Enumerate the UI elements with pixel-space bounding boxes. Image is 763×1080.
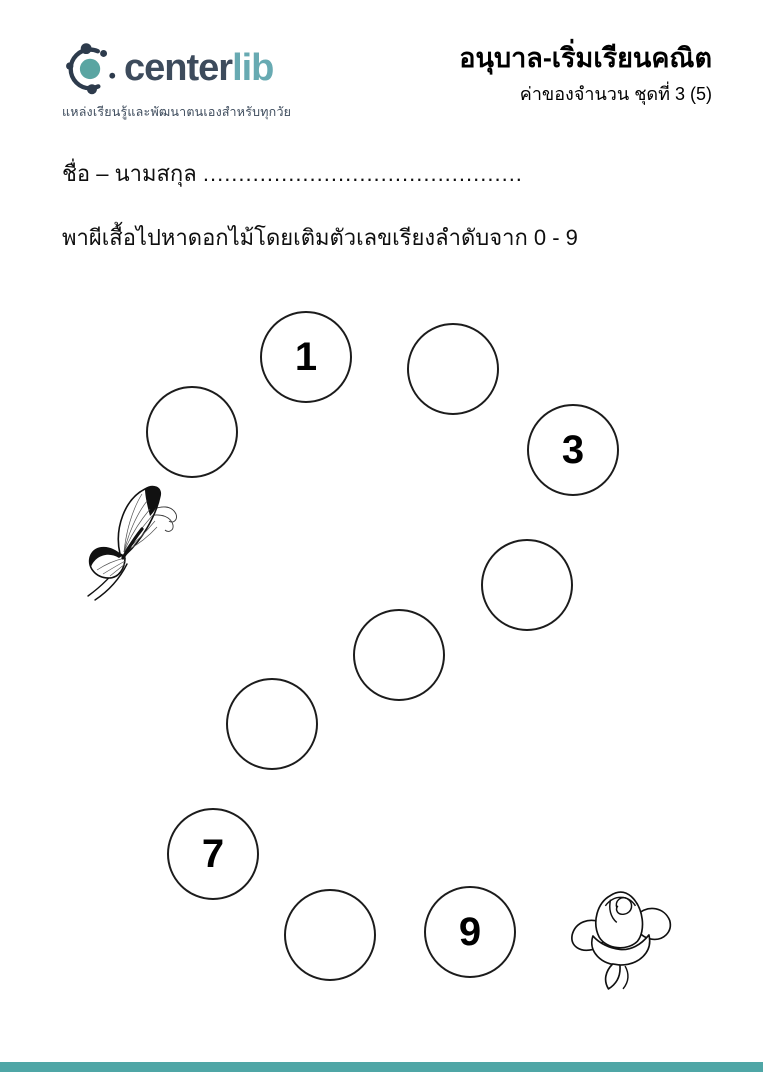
page-subtitle: ค่าของจำนวน ชุดที่ 3 (5) <box>519 83 712 104</box>
page-title: อนุบาล-เริ่มเรียนคณิต <box>459 43 712 73</box>
name-label: ชื่อ – นามสกุล <box>62 161 197 186</box>
sequence-circle-2[interactable] <box>407 323 499 415</box>
sequence-circle-6[interactable] <box>226 678 318 770</box>
footer-accent-bar <box>0 1062 763 1072</box>
brand-tagline: แหล่งเรียนรู้และพัฒนาตนเองสำหรับทุกวัย <box>62 105 292 119</box>
sequence-circle-7: 7 <box>167 808 259 900</box>
butterfly-image <box>84 482 192 604</box>
name-blank-dots[interactable]: ............................................. <box>202 161 523 186</box>
sequence-circle-3: 3 <box>527 404 619 496</box>
brand-part-center: center <box>124 47 233 89</box>
sequence-circle-1: 1 <box>260 311 352 403</box>
sequence-circle-8[interactable] <box>284 889 376 981</box>
brand-part-lib: lib <box>232 47 274 89</box>
rose-image <box>568 884 678 990</box>
sequence-circle-9: 9 <box>424 886 516 978</box>
sequence-circle-4[interactable] <box>481 539 573 631</box>
sequence-circle-5[interactable] <box>353 609 445 701</box>
brand-wordmark <box>124 47 273 87</box>
sequence-circle-0[interactable] <box>146 386 238 478</box>
centerlib-logo-icon <box>62 38 120 96</box>
header <box>459 42 712 108</box>
name-line <box>62 156 523 191</box>
logo <box>62 38 291 122</box>
instruction-text: พาผีเสื้อไปหาดอกไม้โดยเติมตัวเลขเรียงลำดับจาก 0 - 9 <box>62 225 578 250</box>
